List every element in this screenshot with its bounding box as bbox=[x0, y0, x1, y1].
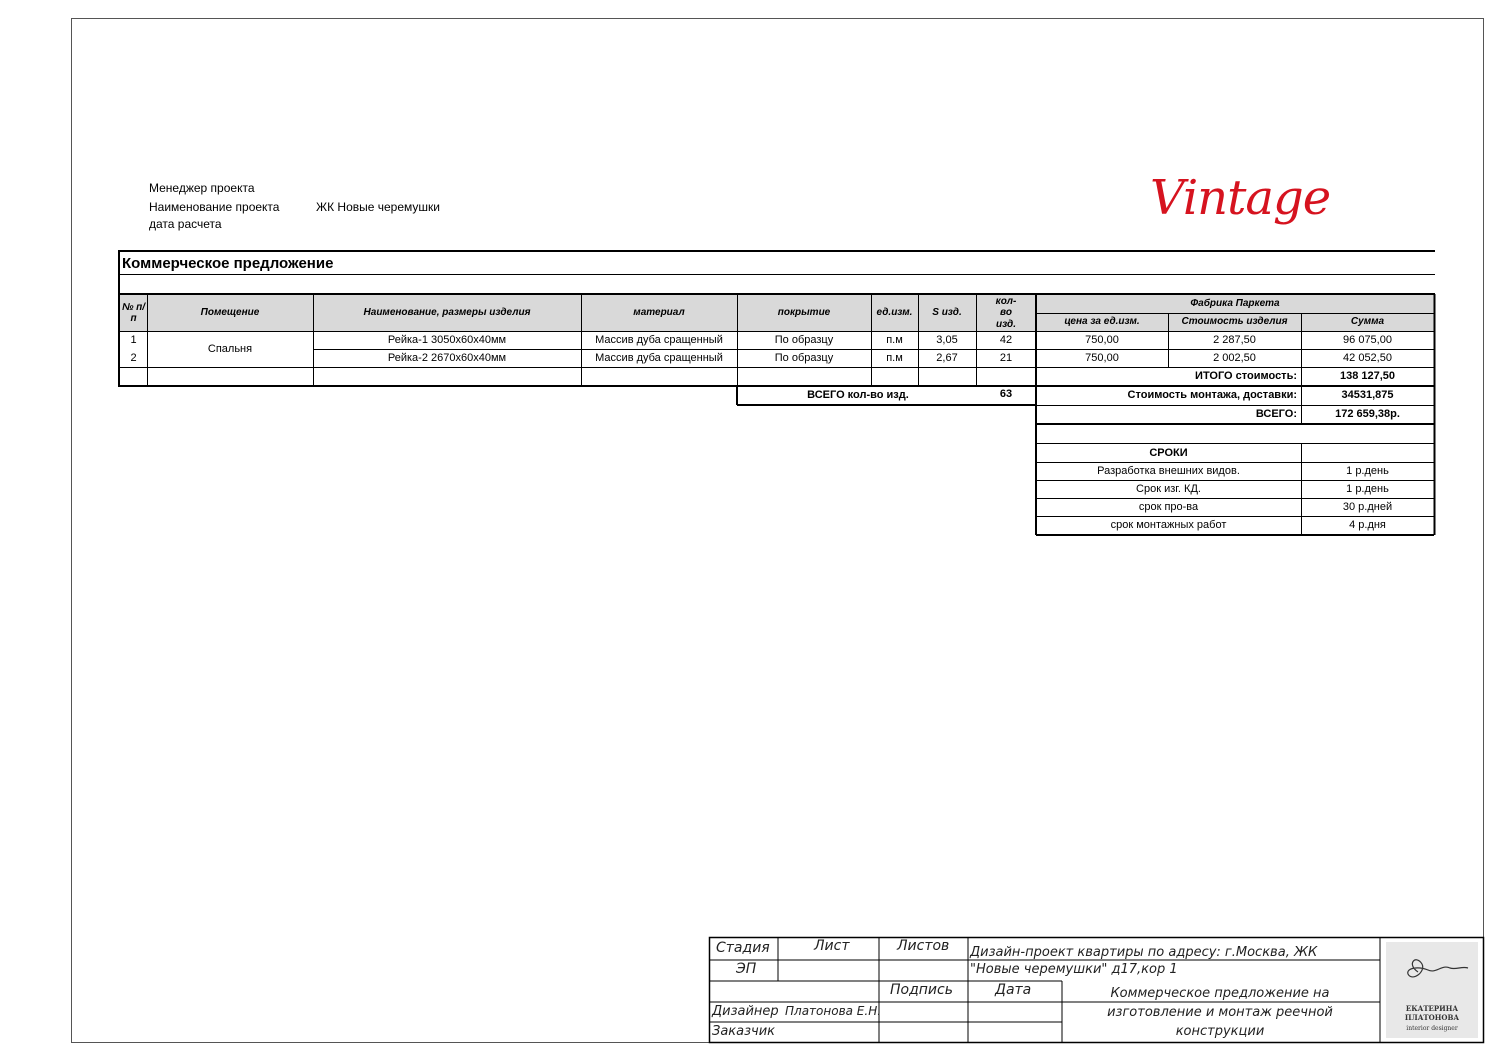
grand-label: ВСЕГО: bbox=[1255, 408, 1297, 421]
col-cost: Стоимость изделия bbox=[1168, 313, 1301, 331]
stamp-sheet-label: Лист bbox=[814, 938, 850, 954]
col-material: материал bbox=[581, 295, 737, 331]
stamp-sign-label: Подпись bbox=[890, 982, 953, 998]
row-room: Спальня bbox=[207, 342, 253, 355]
row2-coating: По образцу bbox=[774, 351, 834, 364]
term3-value: 30 р.дней bbox=[1342, 500, 1393, 513]
total-cost-label: ИТОГО стоимость: bbox=[1195, 370, 1297, 383]
project-value: ЖК Новые черемушки bbox=[316, 200, 440, 214]
stamp-client-label: Заказчик bbox=[712, 1024, 776, 1039]
stamp-project-desc: Дизайн-проект квартиры по адресу: г.Москва, ЖК "Новые черемушки" д17,кор 1 bbox=[970, 945, 1318, 977]
row2-price: 750,00 bbox=[1085, 351, 1119, 364]
offer-title: Коммерческое предложение bbox=[122, 255, 334, 272]
stamp-designer-value: Платонова Е.Н. bbox=[785, 1004, 882, 1018]
col-sum: Сумма bbox=[1301, 313, 1434, 331]
col-qty: кол-во изд. bbox=[976, 295, 1036, 331]
manager-label: Менеджер проекта bbox=[149, 181, 255, 195]
row2-material: Массив дуба сращенный bbox=[595, 351, 723, 364]
project-label: Наименование проекта bbox=[149, 200, 280, 214]
grand-value: 172 659,38р. bbox=[1335, 408, 1400, 421]
row1-price: 750,00 bbox=[1085, 333, 1119, 346]
term1-value: 1 р.день bbox=[1346, 464, 1389, 477]
row1-material: Массив дуба сращенный bbox=[595, 333, 723, 346]
row1-coating: По образцу bbox=[774, 333, 834, 346]
row2-name: Рейка-2 2670х60х40мм bbox=[387, 351, 507, 364]
term2-label: Срок изг. КД. bbox=[1136, 482, 1201, 495]
total-qty-value: 63 bbox=[999, 388, 1013, 401]
row1-sum: 96 075,00 bbox=[1343, 333, 1392, 346]
row2-unit: п.м bbox=[886, 351, 903, 364]
total-cost-value: 138 127,50 bbox=[1339, 370, 1396, 383]
brand-sub: interior designer bbox=[1406, 1025, 1458, 1032]
brand-name: ЕКАТЕРИНА ПЛАТОНОВА bbox=[1404, 1004, 1460, 1022]
stamp-stage-label: Стадия bbox=[716, 940, 770, 956]
stamp-sheets-label: Листов bbox=[897, 938, 950, 954]
col-room: Помещение bbox=[147, 295, 313, 331]
col-price: цена за ед.изм. bbox=[1036, 313, 1168, 331]
designer-brand bbox=[1386, 942, 1478, 1038]
row1-cost: 2 287,50 bbox=[1213, 333, 1256, 346]
install-label: Стоимость монтажа, доставки: bbox=[1127, 389, 1297, 402]
row2-s: 2,67 bbox=[936, 351, 958, 364]
stamp-date-label: Дата bbox=[995, 982, 1032, 998]
row1-qty: 42 bbox=[999, 333, 1013, 346]
col-num: № п/п bbox=[120, 295, 147, 331]
signature-logo-icon bbox=[1386, 942, 1478, 1002]
row2-qty: 21 bbox=[999, 351, 1013, 364]
col-name: Наименование, размеры изделия bbox=[313, 295, 581, 331]
install-value: 34531,875 bbox=[1341, 389, 1394, 402]
term2-value: 1 р.день bbox=[1346, 482, 1389, 495]
row2-sum: 42 052,50 bbox=[1343, 351, 1392, 364]
terms-title: СРОКИ bbox=[1149, 446, 1188, 459]
stamp-stage-value: ЭП bbox=[736, 961, 757, 977]
term1-label: Разработка внешних видов. bbox=[1097, 464, 1240, 477]
row1-s: 3,05 bbox=[936, 333, 958, 346]
date-label: дата расчета bbox=[149, 217, 222, 231]
term4-label: срок монтажных работ bbox=[1110, 518, 1227, 531]
col-unit: ед.изм. bbox=[871, 295, 918, 331]
vintage-logo: Vintage bbox=[1150, 170, 1331, 226]
col-coating: покрытие bbox=[737, 295, 871, 331]
row2-cost: 2 002,50 bbox=[1213, 351, 1256, 364]
row1-unit: п.м bbox=[886, 333, 903, 346]
total-qty-label: ВСЕГО кол-во изд. bbox=[807, 389, 909, 402]
col-s: S изд. bbox=[918, 295, 976, 331]
row1-num: 1 bbox=[130, 333, 137, 346]
term3-label: срок про-ва bbox=[1138, 500, 1199, 513]
row2-num: 2 bbox=[130, 351, 137, 364]
col-factory: Фабрика Паркета bbox=[1036, 295, 1434, 313]
term4-value: 4 р.дня bbox=[1349, 518, 1386, 531]
stamp-designer-label: Дизайнер bbox=[712, 1004, 779, 1019]
stamp-doc-title: Коммерческое предложение на изготовление и монтаж реечной конструкции bbox=[1107, 986, 1333, 1039]
row1-name: Рейка-1 3050х60х40мм bbox=[387, 333, 507, 346]
